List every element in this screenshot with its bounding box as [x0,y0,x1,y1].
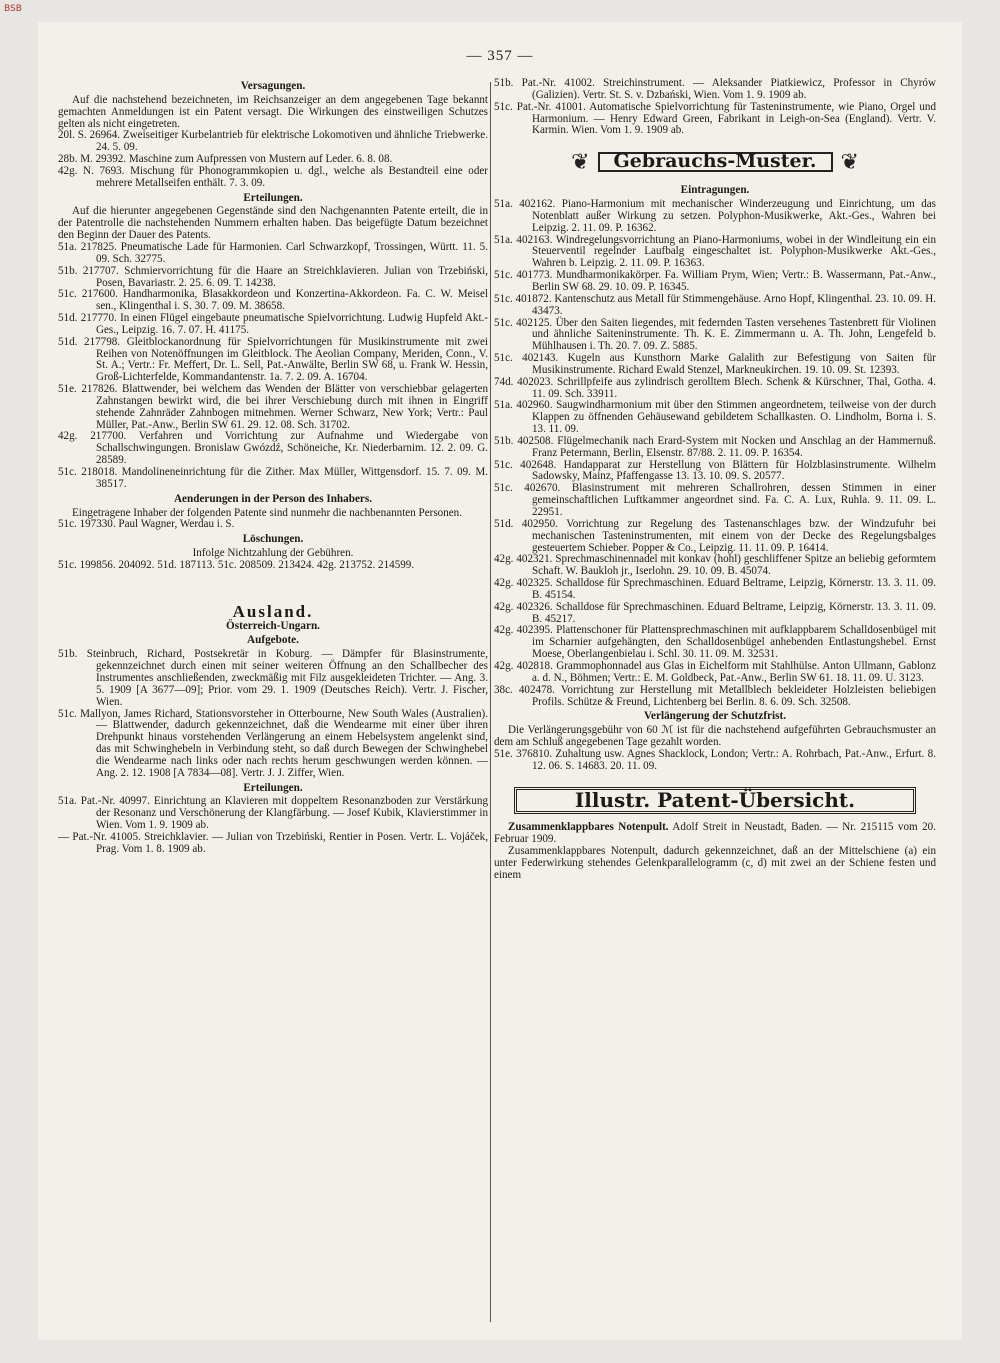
column-divider [490,82,491,1322]
entry: 42g. 217700. Verfahren und Vorrichtung zur Aufnahme und Wiedergabe von Schallschwingungen. Bronislaw Gwózdź, Schöneiche, Kr. Niederbarnim. 12. 2. 09. G. 28589. [58,430,488,467]
entry: 42g. 402325. Schalldose für Sprechmaschinen. Eduard Beltrame, Leipzig, Körnerstr. 13. 3. 11. 09. B. 45154. [494,577,936,601]
entry: 51b. Pat.-Nr. 41002. Streichinstrument. — Aleksander Piatkiewicz, Professor in Chyrów (Galizien). Vertr. St. S. v. Dzbański, Wien. Vom 1. 9. 1909 ab. [494,77,936,101]
notenpult-entry [494,822,936,846]
entry: 42g. 402326. Schalldose für Sprechmaschinen. Eduard Beltrame, Leipzig, Körnerstr. 13. 3. 11. 09. B. 45217. [494,600,936,625]
versagungen-intro: Auf die nachstehend bezeichneten, im Reichsanzeiger an dem angegebenen Tage bekannt gemachten Anmeldungen ist ein Patent versagt. Die Wirkungen des einstweiligen Schutzes gelten als nicht eingetreten. [58,93,488,130]
watermark: BSB [4,4,22,14]
entry: 51c. 401773. Mundharmonikakörper. Fa. William Prym, Wien; Vertr.: B. Wassermann, Pat.-Anw., Berlin SW 68. 29. 10. 09. P. 16345. [494,269,936,293]
entry: 51a. 402960. Saugwindharmonium mit über den Stimmen angeordnetem, teilweise von der durch Klappen zu öffnenden Gehäusewand gebildetem Schallkasten. O. Lindholm, Borna i. S. 13. 11. 09. [494,399,936,436]
entry: 51d. 217798. Gleitblockanordnung für Spielvorrichtungen für Musikinstrumente mit zwei Reihen von Notenöffnungen im Gleitblock. The Aeolian Company, Meriden, Conn., V. St. A.; Vertr.: Fr. Meffert, Dr. L. Sell, Pat.-Anwälte, Berlin SW 68, u. Frank W. Hessin, Groß-Lichterfelde, Kommandantenstr. 1a. 7. 2. 09. A. 16704. [58,335,488,384]
notenpult-heading: Zusammenklappbares Notenpult. [508,821,669,834]
notenpult-line: Adolf Streit in Neustadt, Baden. — Nr. 215115 vom 20. Februar 1909. [494,821,936,846]
entry: 51e. 376810. Zuhaltung usw. Agnes Shacklock, London; Vertr.: A. Rohrbach, Pat.-Anw., Erfurt. 8. 12. 06. S. 14683. 20. 11. 09. [494,747,936,772]
entry: 42g. 402395. Plattenschoner für Plattensprechmaschinen mit aufklappbarem Schalldosenbügel mit im Scharnier aufgehängten, den Schalldosenbügel anhebenden Entlastungshebel. Ernst Moese, Oberlangenbielau i. Schl. 30. 11. 09. M. 32531. [494,624,936,661]
entry: 51b. Steinbruch, Richard, Postsekretär in Koburg. — Dämpfer für Blasinstrumente, gekennzeichnet durch einen mit seiner weiteren Öffnung an den Schallbecher des Instrumentes anschließenden, zweckmäßig mit Filz ausgekleideten Trichter. — Ang. 3. 5. 1909 [A 3677—09]; Prior. vom 29. 1. 1909 (Deutsches Reich). Vertr. J. Fischer, Wien. [58,648,488,708]
entry: 42g. N. 7693. Mischung für Phonogrammkopien u. dgl., welche als Bestandteil eine oder mehrere Metallseifen enthält. 7. 3. 09. [58,164,488,189]
heading-versagungen: Versagungen. [240,80,306,92]
entry: 51b. 217707. Schmiervorrichtung für die Haare an Streichklavieren. Julian von Trzebiński, Posen, Bavariastr. 2. 25. 6. 09. T. 14238. [58,264,488,289]
notenpult-text: Zusammenklappbares Notenpult, dadurch gekennzeichnet, daß an der Mittelschiene (a) ein unter Federwirkung stehendes Gelenkparallelogramm (c, d) mit zwei an der Schiene festen und einem [494,845,936,881]
heading-verlaengerung: Verlängerung der Schutzfrist. [643,710,786,723]
ornament-right-icon: ❦ [840,149,859,175]
erteilungen-intro: Auf die hierunter angegebenen Gegenstände sind den Nachgenannten Patente erteilt, die in der Patentrolle die nachstehenden Nummern erhalten haben. Das beigefügte Datum bezeichnet den Beginn der Dauer des Patents. [58,205,488,242]
heading-ausland: Ausland. [232,601,314,621]
entry: 51a. Pat.-Nr. 40997. Einrichtung an Klavieren mit doppeltem Resonanzboden zur Verstärkung der Resonanz und Verschönerung der Klangfärbung. — Josef Kubik, Klavierstimmer in Wien. Vom 1. 9. 1909 ab. [58,795,488,832]
entry: 51c. Mallyon, James Richard, Stationsvorsteher in Otterbourne, New South Wales (Australien). — Blattwender, dadurch gekennzeichnet, daß die Wendearme mit einer über ihren Drehpunkt hinaus vorstehenden Verlängerung an einem Hebelsystem angelenkt sind, das mit Schwinghebeln in Verbindung steht, so daß durch Bewegen der Schwinghebel die Wendearme nach links oder nach rechts herum geschwungen werden können. — Ang. 2. 12. 1908 [A 7834—08]. Vertr. J. J. Ziffer, Wien. [58,707,488,779]
entry: 20l. S. 26964. Zweiseitiger Kurbelantrieb für elektrische Lokomotiven und ähnliche Triebwerke. 24. 5. 09. [58,129,488,154]
entry: 28b. M. 29392. Maschine zum Aufpressen von Mustern auf Leder. 6. 8. 08. [58,153,393,166]
page [38,22,962,1340]
entry: 51c. Pat.-Nr. 41001. Automatische Spielvorrichtung für Tasteninstrumente, wie Piano, Orgel und Harmonium. — Henry Edward Green, Fabrikant in Leigh-on-Sea (England). Vertr. V. Karmin. Wien. Vom 1. 9. 1909 ab. [494,100,936,137]
entry: 51e. 217826. Blattwender, bei welchem das Wenden der Blätter von verschiebbar gelagerten Zahnstangen bewirkt wird, die bei ihrer Verschiebung durch mit ihnen in Eingriff stehende Zahnräder Zahnbogen mitnehmen. Werner Schwarz, New York; Vertr.: Paul Müller, Pat.-Anw., Berlin SW 61. 29. 12. 08. Sch. 31702. [58,383,488,431]
entry: 51c. 402125. Über den Saiten liegendes, mit federnden Tasten versehenes Tastenbrett für Violinen und ähnliche Saiteninstrumente. Th. K. E. Zimmermann u. A. Th. John, Lengefeld b. Mühlhausen i. Th. 20. 7. 09. Z. 5885. [494,316,936,353]
entry: 51a. 217825. Pneumatische Lade für Harmonien. Carl Schwarzkopf, Trossingen, Württ. 11. 5. 09. Sch. 32775. [58,240,488,265]
ornament-left-icon: ❦ [571,149,590,175]
entry: 51c. 402670. Blasinstrument mit mehreren Schallrohren, dessen Stimmen in einer gemeinschaftlichen Luftkammer angeordnet sind. Fa. C. A. Lux, Ruhla. 9. 11. 09. L. 22951. [494,482,936,518]
illustr-patent-uebersicht-title: Illustr. Patent-Übersicht. [514,787,916,815]
loeschungen-list: 51c. 199856. 204092. 51d. 187113. 51c. 208509. 213424. 42g. 213752. 214599. [58,558,415,571]
entry: 51c. 401872. Kantenschutz aus Metall für Stimmengehäuse. Arno Hopf, Klingenthal. 23. 10. 09. H. 43473. [494,292,936,317]
entry: 74d. 402023. Schrillpfeife aus zylindrisch gerolltem Blech. Schenk & Kürschner, Thal, Gotha. 4. 11. 09. Sch. 33911. [494,375,936,400]
entry: 51a. 402162. Piano-Harmonium mit mechanischer Winderzeugung und Einrichtung, um das Notenblatt außer Wirkung zu setzen. Polyphon-Musikwerke, Akt.-Ges., Wahren bei Leipzig. 2. 11. 09. P. 16362. [494,198,936,234]
entry: — Pat.-Nr. 41005. Streichklavier. — Julian von Trzebiński, Rentier in Posen. Vertr. L. Vojáček, Prag. Vom 1. 8. 1909 ab. [58,830,488,855]
entry: 51a. 402163. Windregelungsvorrichtung an Piano-Harmoniums, wobei in der Windleitung ein ein Steuerventil regelnder Laufbalg eingeschaltet ist. Polyphon-Musikwerke Akt.-Ges., Wahren b. Leipzig. 2. 11. 09. P. 16363. [494,233,936,270]
heading-erteilungen: Erteilungen. [243,191,303,204]
heading-erteilungen-ausland: Erteilungen. [243,781,303,794]
loeschungen-intro: Infolge Nichtzahlung der Gebühren. [192,547,354,560]
verlaengerung-intro: Die Verlängerungsgebühr von 60 ℳ ist für die nachstehend aufgeführten Gebrauchsmuster an dem am Schluß angegebenen Tage gezahlt worden. [494,724,936,749]
entry: 42g. 402818. Grammophonnadel aus Glas in Eichelform mit Stahlhülse. Anton Ullmann, Gablonz a. d. N., Böhmen; Vertr.: E. M. Goldbeck, Pat.-Anw., Berlin SW 61. 18. 11. 09. U. 3123. [494,659,936,684]
heading-oesterreich: Österreich-Ungarn. [226,619,320,632]
gebrauchsmuster-title: Gebrauchs-Muster. [598,152,833,172]
heading-aenderungen: Aenderungen in der Person des Inhabers. [173,492,373,505]
entry: 51b. 402508. Flügelmechanik nach Erard-System mit Nocken und Anschlag an der Hammernuß. Franz Petermann, Berlin, Elsenstr. 87/88. 2. 11. 09. P. 16354. [494,434,936,459]
entry: 42g. 402321. Sprechmaschinennadel mit konkav (hohl) geschliffener Spitze an beliebig geformtem Schaft. W. Baukloh jr., Iserlohn. 29. 10. 09. B. 45074. [494,553,936,578]
entry: 51c. 217600. Handharmonika, Blasakkordeon und Konzertina-Akkordeon. Fa. C. W. Meisel sen., Klingenthal i. S. 30. 7. 09. M. 38658. [58,288,488,313]
heading-loeschungen: Löschungen. [242,533,304,546]
page-number: — 357 — [466,48,534,64]
entry: 51c. 402648. Handapparat zur Herstellung von Blättern für Holzblasinstrumente. Wilhelm Sadowsky, Mainz, Pfaffengasse 13. 13. 10. 09. S. 20577. [494,458,936,483]
entry: 51c. 197330. Paul Wagner, Werdau i. S. [58,518,235,531]
entry: 51d. 217770. In einen Flügel eingebaute pneumatische Spielvorrichtung. Ludwig Hupfeld Akt.-Ges., Leipzig. 16. 7. 07. H. 41175. [58,312,488,336]
left-column [58,78,488,856]
aenderungen-intro: Eingetragene Inhaber der folgenden Patente sind nunmehr die nachbenannten Personen. [72,506,462,519]
right-column [494,78,936,882]
heading-eintragungen: Eintragungen. [680,184,750,197]
heading-aufgebote: Aufgebote. [247,634,299,647]
entry: 51c. 218018. Mandolineneinrichtung für die Zither. Max Müller, Wittgensdorf. 15. 7. 09. M. 38517. [58,466,488,490]
gebrauchsmuster-banner [494,143,936,181]
entry: 51d. 402950. Vorrichtung zur Regelung des Tastenanschlages bzw. der Windzufuhr bei mechanischen Tasteninstrumenten, mit einem von der Decke des Regelungsbalges gesteuertem Schieber. Popper & Co., Leipzig. 11. 11. 09. P. 16414. [494,517,936,554]
entry: 38c. 402478. Vorrichtung zur Herstellung mit Metallblech bekleideter Holzleisten beliebigen Profils. Schütze & Freund, Lichtenberg bei Berlin. 8. 6. 09. Sch. 32508. [494,683,936,708]
entry: 51c. 402143. Kugeln aus Kunsthorn Marke Galalith zur Befestigung von Saiten für Musikinstrumente. Richard Ewald Stenzel, Markneukirchen. 19. 10. 09. St. 12393. [494,352,936,376]
